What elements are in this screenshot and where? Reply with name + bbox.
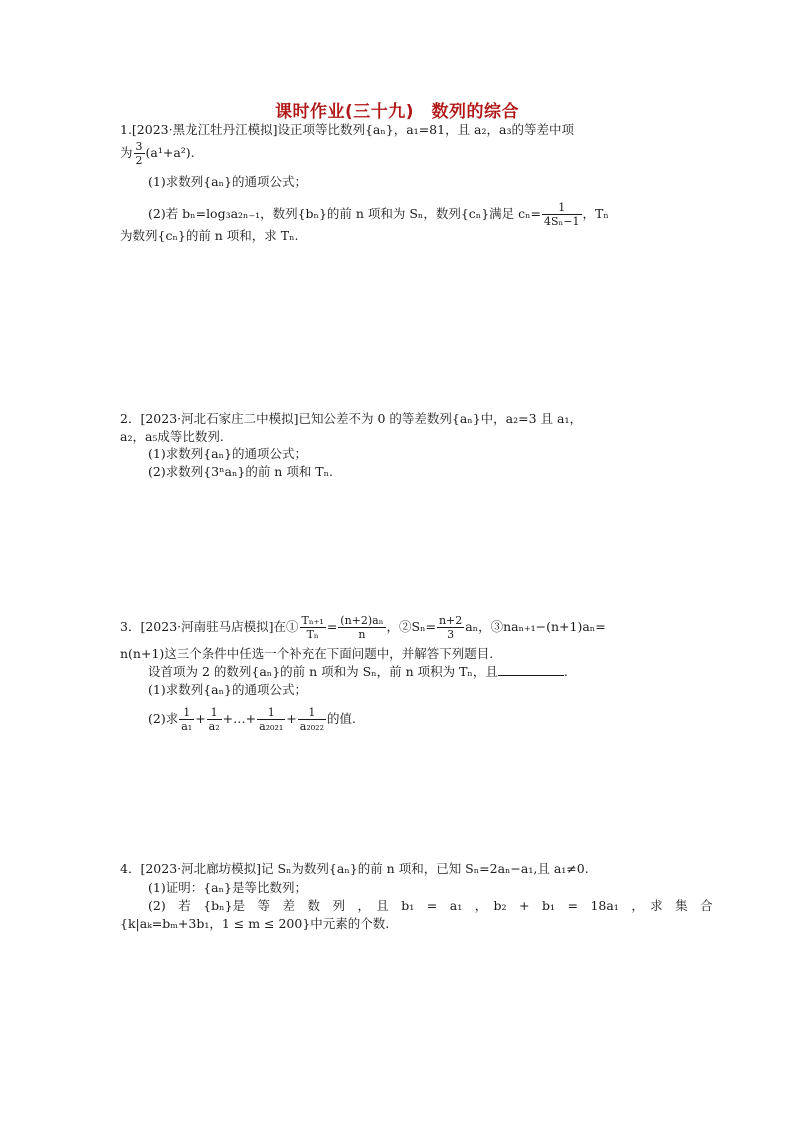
q1-line2-prefix: 为 bbox=[120, 145, 133, 160]
q3-part2 bbox=[148, 706, 708, 733]
q1-line1: 1.[2023·黑龙江牡丹江模拟]设正项等比数列{aₙ}，a₁=81，且 a₂，a₃的等差中项 bbox=[120, 122, 574, 137]
q3-line3-period: . bbox=[563, 664, 568, 679]
q1-line2-suffix: (a¹+a²). bbox=[145, 145, 195, 160]
q4-part2: (2) 若 {bₙ}是 等 差 数 列 ， 且 b₁ = a₁ ， b₂ + b₁ = 18a₁ ， 求 集 合 bbox=[148, 898, 713, 913]
q3-sum-term1-den: a₁ bbox=[181, 720, 193, 733]
q3-part2-suffix: 的值. bbox=[326, 711, 356, 726]
q1-part2-cont: 为数列{cₙ}的前 n 项和，求 Tₙ. bbox=[120, 228, 299, 243]
q1-line2 bbox=[120, 140, 680, 167]
q3-equals: = bbox=[326, 619, 338, 634]
q3-sum-term3 bbox=[257, 706, 285, 733]
q3-sum-term2-num: 1 bbox=[207, 706, 222, 720]
page-title: 课时作业(三十九) 数列的综合 bbox=[274, 102, 520, 122]
q3-line1-prefix: 3．[2023·河南驻马店模拟]在① bbox=[120, 619, 299, 634]
q3-sum-term3-num: 1 bbox=[257, 706, 285, 720]
q1-frac-num: 3 bbox=[135, 140, 143, 153]
q1-c-num: 1 bbox=[542, 201, 582, 215]
q3-ellipsis: +…+ bbox=[222, 711, 257, 726]
q1-part1: (1)求数列{aₙ}的通项公式； bbox=[148, 174, 307, 189]
q3-sum-term1-num: 1 bbox=[179, 706, 194, 720]
q1-part2-text: (2)若 bₙ=log₃a₂ₙ₋₁，数列{bₙ}的前 n 项和为 Sₙ，数列{cₙ}满足 cₙ= bbox=[148, 206, 542, 221]
q4-part1: (1)证明：{aₙ}是等比数列； bbox=[148, 880, 307, 895]
q3-line2: n(n+1)这三个条件中任选一个补充在下面问题中，并解答下列题目. bbox=[120, 646, 494, 661]
q3-sum-term2 bbox=[207, 706, 222, 733]
q3-frac-t-den: Tₙ bbox=[306, 628, 319, 641]
q2-line1: 2．[2023·河北石家庄二中模拟]已知公差不为 0 的等差数列{aₙ}中，a₂=3 且 a₁， bbox=[120, 411, 582, 426]
q3-frac-a-den: n bbox=[358, 628, 366, 641]
q3-frac-s bbox=[437, 614, 464, 641]
q3-frac-s-num: n+2 bbox=[438, 614, 463, 627]
q2-part2: (2)求数列{3ⁿaₙ}的前 n 项和 Tₙ. bbox=[148, 464, 334, 479]
q3-sum-term2-den: a₂ bbox=[208, 720, 220, 733]
q4-line1: 4．[2023·河北廊坊模拟]记 Sₙ为数列{aₙ}的前 n 项和，已知 Sₙ=2aₙ−a₁,且 a₁≠0. bbox=[120, 861, 589, 876]
q1-frac-den: 2 bbox=[135, 154, 143, 167]
q3-frac-a-num: (n+2)aₙ bbox=[340, 614, 384, 627]
q3-line3-text: 设首项为 2 的数列{aₙ}的前 n 项和为 Sₙ，前 n 项积为 Tₙ，且 bbox=[148, 664, 498, 679]
q3-frac-t-num: Tₙ₊₁ bbox=[301, 614, 324, 627]
q3-plus-2: + bbox=[286, 711, 297, 726]
q3-line1-end: aₙ，③naₙ₊₁−(n+1)aₙ= bbox=[465, 619, 606, 634]
q3-frac-t bbox=[300, 614, 326, 641]
q3-frac-a bbox=[338, 614, 385, 641]
q3-frac-s-den: 3 bbox=[447, 628, 455, 641]
q3-sum-term3-den: a₂₀₂₁ bbox=[259, 720, 284, 733]
q3-sum-term4-num: 1 bbox=[298, 706, 326, 720]
q2-line2: a₂，a₅成等比数列. bbox=[120, 429, 224, 444]
q1-c-fraction bbox=[542, 201, 582, 228]
q1-fraction bbox=[134, 140, 145, 167]
q1-part2-suffix: ，Tₙ bbox=[582, 206, 609, 221]
q3-sum-term1 bbox=[179, 706, 194, 733]
q1-c-den: 4Sₙ−1 bbox=[544, 215, 580, 228]
q3-line1-mid: ，②Sₙ= bbox=[386, 619, 436, 634]
q3-part2-prefix: (2)求 bbox=[148, 711, 179, 726]
q3-sum-term4 bbox=[298, 706, 326, 733]
answer-blank[interactable] bbox=[498, 664, 564, 676]
q4-part2-cont: {k|aₖ=bₘ+3b₁，1 ≤ m ≤ 200}中元素的个数. bbox=[120, 916, 390, 931]
q3-part1: (1)求数列{aₙ}的通项公式； bbox=[148, 682, 307, 697]
q3-plus: + bbox=[195, 711, 206, 726]
q3-sum-term4-den: a₂₀₂₂ bbox=[299, 720, 324, 733]
q3-line1 bbox=[120, 614, 680, 641]
q3-line3 bbox=[148, 664, 708, 680]
q1-part2 bbox=[148, 201, 708, 228]
q2-part1: (1)求数列{aₙ}的通项公式； bbox=[148, 446, 307, 461]
